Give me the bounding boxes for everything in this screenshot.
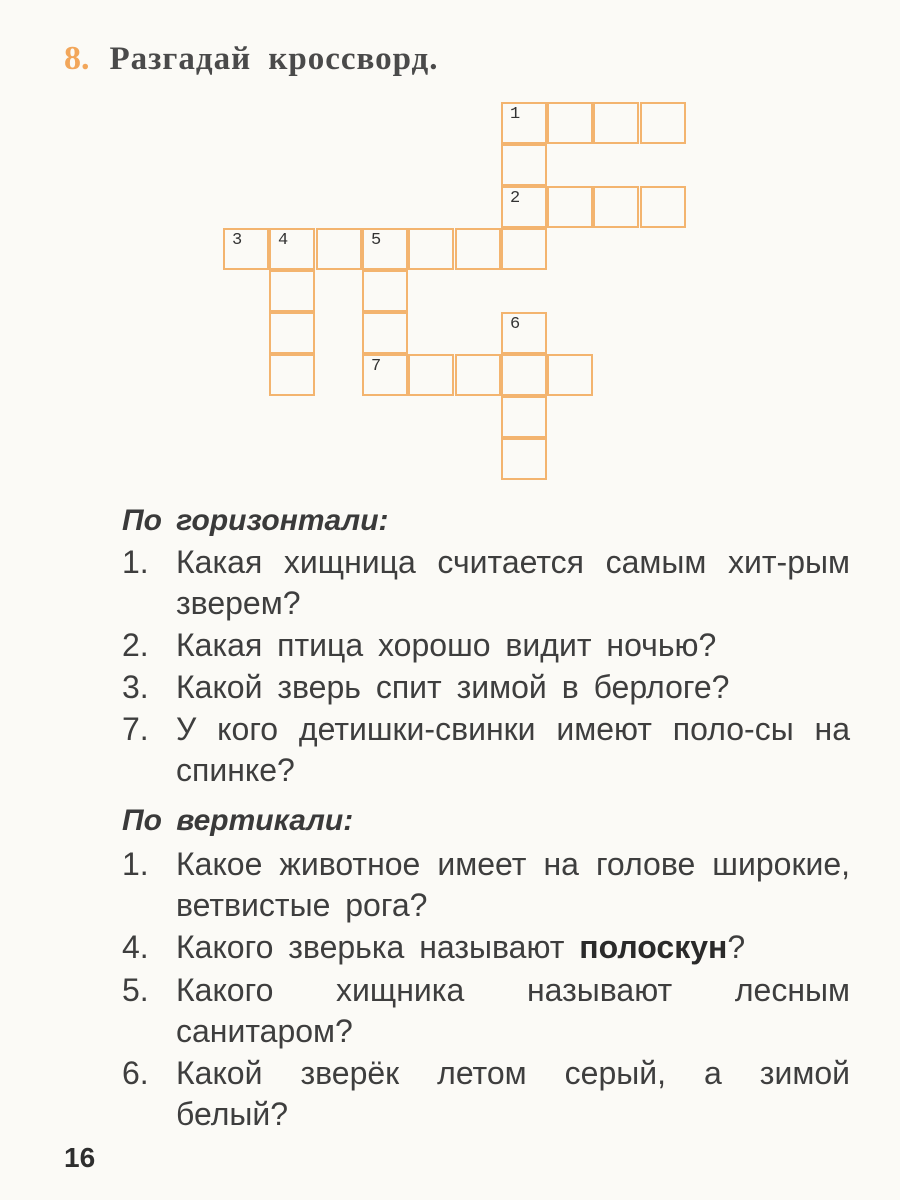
crossword-cell[interactable] [269, 354, 315, 396]
crossword-cell[interactable] [269, 270, 315, 312]
crossword-cell[interactable] [362, 270, 408, 312]
task-title: Разгадай кроссворд. [109, 41, 439, 77]
cell-number: 2 [510, 189, 521, 208]
crossword-cell[interactable] [547, 186, 593, 228]
clue-highlight-word: полоскун [579, 929, 728, 965]
clue-text-after: ? [727, 929, 746, 965]
crossword-cell[interactable] [501, 228, 547, 270]
clue-horizontal-3 [122, 667, 850, 708]
crossword-cell[interactable] [501, 438, 547, 480]
clue-number: 3. [122, 669, 149, 705]
clue-number: 6. [122, 1055, 149, 1091]
clue-text: У кого детишки-свинки имеют поло-сы на спинке? [176, 711, 850, 788]
task-number: 8. [64, 40, 90, 77]
crossword-cell[interactable] [408, 228, 454, 270]
cell-number: 6 [510, 315, 521, 334]
cell-number: 1 [510, 105, 521, 124]
crossword-cell[interactable] [501, 312, 547, 354]
crossword-cell[interactable] [501, 186, 547, 228]
cell-number: 3 [232, 231, 243, 250]
clue-vertical-6 [122, 1053, 850, 1135]
crossword-cell[interactable] [362, 354, 408, 396]
clue-text: Какой зверёк летом серый, а зимой белый? [176, 1055, 850, 1132]
crossword-cell[interactable] [455, 354, 501, 396]
clue-number: 7. [122, 711, 149, 747]
crossword-cell[interactable] [269, 312, 315, 354]
clue-number: 1. [122, 544, 149, 580]
crossword-cell[interactable] [547, 354, 593, 396]
clue-text-before: Какого зверька называют [176, 929, 580, 965]
crossword-cell[interactable] [547, 102, 593, 144]
clue-horizontal-7 [122, 709, 850, 791]
crossword-cell[interactable] [316, 228, 362, 270]
crossword-cell[interactable] [501, 396, 547, 438]
clue-text [176, 927, 850, 968]
clue-number: 4. [122, 929, 149, 965]
crossword-cell[interactable] [362, 312, 408, 354]
page-number: 16 [64, 1142, 96, 1173]
clue-text: Какого хищника называют лесным санитаром? [176, 972, 850, 1049]
crossword-grid [0, 0, 900, 490]
cell-number: 5 [371, 231, 382, 250]
clue-text: Какое животное имеет на голове широкие, ветвистые рога? [176, 846, 850, 923]
crossword-cell[interactable] [640, 186, 686, 228]
clue-horizontal-2 [122, 625, 850, 666]
cell-number: 7 [371, 357, 382, 376]
crossword-cell[interactable] [455, 228, 501, 270]
crossword-cell[interactable] [501, 354, 547, 396]
crossword-cell[interactable] [640, 102, 686, 144]
clue-number: 2. [122, 627, 149, 663]
vertical-heading: По вертикали: [122, 804, 354, 837]
crossword-cell[interactable] [501, 102, 547, 144]
clue-text: Какая птица хорошо видит ночью? [176, 627, 717, 663]
clue-number: 1. [122, 846, 149, 882]
horizontal-heading: По горизонтали: [122, 504, 389, 537]
clue-horizontal-1 [122, 542, 850, 624]
crossword-cell[interactable] [408, 354, 454, 396]
clue-number: 5. [122, 972, 149, 1008]
crossword-cell[interactable] [501, 144, 547, 186]
crossword-cell[interactable] [593, 102, 639, 144]
clue-vertical-1 [122, 844, 850, 926]
clue-vertical-5 [122, 970, 850, 1052]
crossword-cell[interactable] [362, 228, 408, 270]
crossword-cell[interactable] [269, 228, 315, 270]
crossword-cell[interactable] [223, 228, 269, 270]
cell-number: 4 [278, 231, 289, 250]
clue-text: Какая хищница считается самым хит-рым зверем? [176, 544, 850, 621]
crossword-cell[interactable] [593, 186, 639, 228]
clue-text: Какой зверь спит зимой в берлоге? [176, 669, 730, 705]
clue-vertical-4 [122, 927, 850, 968]
